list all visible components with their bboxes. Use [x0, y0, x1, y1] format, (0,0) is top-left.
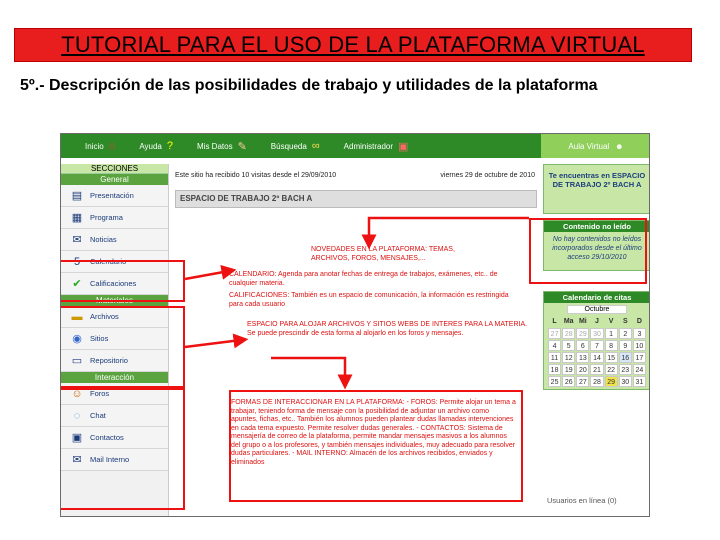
mail-icon: ✉	[72, 454, 82, 466]
calendar-icon: 5	[73, 255, 81, 268]
calendar-day[interactable]: 13	[576, 352, 589, 363]
sidebar-item-label: Sitios	[90, 334, 109, 343]
note-novedades: NOVEDADES EN LA PLATAFORMA: TEMAS, ARCHIVOS, FOROS, MENSAJES,...	[311, 246, 455, 262]
calendar-day[interactable]: 28	[562, 328, 575, 339]
calendar-day[interactable]: 22	[605, 364, 618, 375]
note-calificaciones: CALIFICACIONES: También es un espacio de comunicación, la información es restringida para cada usuario	[229, 292, 509, 308]
calendar-day[interactable]: 21	[590, 364, 603, 375]
calendar-day[interactable]: 18	[548, 364, 561, 375]
calendar-day[interactable]: 19	[562, 364, 575, 375]
calendar-day[interactable]: 15	[605, 352, 618, 363]
calendar-day[interactable]: 16	[619, 352, 632, 363]
arrow-interaccion	[271, 358, 345, 382]
visits-counter: Este sitio ha recibido 10 visitas desde el 29/09/2010	[175, 172, 337, 179]
calendar-day[interactable]: 5	[562, 340, 575, 351]
binoculars-icon: ∞	[311, 140, 320, 152]
current-date: viernes 29 de octubre de 2010	[440, 172, 535, 179]
group-icon: ☻	[615, 141, 624, 151]
calendar-day[interactable]: 23	[619, 364, 632, 375]
workspace-title: ESPACIO DE TRABAJO 2º BACH A	[175, 190, 537, 208]
calendar-day[interactable]: 2	[619, 328, 632, 339]
user-data-icon: ✎	[237, 140, 247, 153]
platform-screenshot	[60, 133, 650, 517]
weekday-label: S	[622, 318, 628, 325]
section-interaccion: Interacción	[61, 372, 168, 383]
calendar-day[interactable]: 30	[590, 328, 603, 339]
weekday-label: Ma	[563, 318, 574, 325]
globe-icon: ◉	[72, 333, 82, 345]
sidebar-item-label: Noticias	[90, 235, 117, 244]
arrow-novedades	[369, 218, 529, 242]
calendar-day[interactable]: 8	[605, 340, 618, 351]
sidebar-item-label: Calificaciones	[90, 279, 137, 288]
help-icon: ?	[166, 140, 174, 152]
weekday-label: J	[595, 318, 599, 325]
sidebar-header: SECCIONES	[61, 164, 168, 174]
sidebar-item-label: Foros	[90, 389, 110, 398]
calendar-day[interactable]: 27	[576, 376, 589, 387]
calendar-day[interactable]: 17	[633, 352, 646, 363]
unread-text: No hay contenidos no leídos incorporados desde el último acceso 29/10/2010	[544, 232, 650, 270]
calendar-day[interactable]: 27	[548, 328, 561, 339]
folder-icon: ▬	[71, 310, 83, 323]
calendar-day[interactable]: 24	[633, 364, 646, 375]
tutorial-title-bar	[14, 28, 692, 62]
nav-mis-datos-label: Mis Datos	[197, 141, 233, 151]
slide-subtitle: 5º.- Descripción de las posibilidades de trabajo y utilidades de la plataforma	[20, 77, 598, 94]
location-text: Te encuentras en ESPACIO DE TRABAJO 2º BACH A	[548, 171, 646, 189]
calendar-day[interactable]: 11	[548, 352, 561, 363]
calendar-day[interactable]: 6	[576, 340, 589, 351]
calendar-day[interactable]: 1	[605, 328, 618, 339]
calendar-day[interactable]: 31	[633, 376, 646, 387]
calendar-day[interactable]: 12	[562, 352, 575, 363]
nav-busqueda-label: Búsqueda	[270, 141, 307, 151]
note-calendario: CALENDARIO: Agenda para anotar fechas de entrega de trabajos, exámenes, etc.. de cualquier materia.	[229, 271, 498, 287]
presentation-icon: ▤	[71, 190, 83, 202]
sidebar-item-label: Mail Interno	[90, 455, 130, 464]
annotation-arrows	[61, 134, 650, 517]
unread-title: Contenido no leído	[544, 221, 650, 232]
calendar-day[interactable]: 14	[590, 352, 603, 363]
weekday-label: Mi	[578, 318, 587, 325]
calendar-day[interactable]: 3	[633, 328, 646, 339]
calendar-day[interactable]: 10	[633, 340, 646, 351]
calendar-day[interactable]: 28	[590, 376, 603, 387]
sidebar-item-label: Repositorio	[90, 356, 128, 365]
tutorial-title: TUTORIAL PARA EL USO DE LA PLATAFORMA VIRTUAL	[61, 32, 645, 57]
check-icon: ✔	[72, 278, 82, 290]
sidebar-item-label: Calendario	[90, 257, 127, 266]
chat-icon: ◌	[73, 409, 81, 422]
sidebar-item-label: Presentación	[90, 191, 134, 200]
calendar-day[interactable]: 7	[590, 340, 603, 351]
calendar-day[interactable]: 4	[548, 340, 561, 351]
calendar-day[interactable]: 29	[605, 376, 618, 387]
weekday-label: L	[552, 318, 557, 325]
arrow-calendario	[185, 271, 229, 279]
nav-ayuda-label: Ayuda	[139, 141, 162, 151]
sidebar-item-label: Archivos	[90, 312, 119, 321]
admin-icon: ▣	[398, 140, 409, 153]
sidebar-item-label: Chat	[90, 411, 106, 420]
aula-virtual-label: Aula Virtual	[568, 141, 610, 151]
arrow-materiales	[185, 340, 241, 347]
forum-icon: ☺	[71, 387, 83, 400]
calendar-day[interactable]: 30	[619, 376, 632, 387]
weekday-label: D	[636, 318, 642, 325]
news-icon: ✉	[72, 234, 82, 246]
section-general: General	[61, 174, 168, 185]
calendar-day[interactable]: 20	[576, 364, 589, 375]
section-materiales: Materiales	[61, 295, 168, 306]
sidebar-item-label: Contactos	[90, 433, 124, 442]
program-icon: ▦	[71, 212, 83, 224]
calendar-title: Calendario de citas	[544, 292, 650, 303]
note-archivos: ESPACIO PARA ALOJAR ARCHIVOS Y SITIOS WEBS DE INTERES PARA LA MATERIA. Se puede prescindir de esta forma al alojarlo en los foros y mensajes.	[247, 321, 528, 337]
online-users[interactable]: Usuarios en línea (0)	[547, 496, 617, 505]
weekday-label: V	[608, 318, 614, 325]
sidebar-item-label: Programa	[90, 213, 123, 222]
home-icon: ⌂	[108, 140, 116, 152]
calendar-day[interactable]: 26	[562, 376, 575, 387]
note-interaccion: FORMAS DE INTERACCIONAR EN LA PLATAFORMA: - FOROS: Permite alojar un tema a trabajar, teniendo forma de mensaje con la posibilidad de adjuntar un archivo como apuntes, fichas, etc.. También los alumnos pueden plantear dudas llamadas intervenciones en cada tema expuesto. Permite resolver dudas generales. - CONTACTOS: Sistema de mensajería de correo de la plataforma, permite mandar mensajes masivos a los alumnos del grupo o a los profesores, y también mensajes individuales, muy adecuado para resolver dudas particulares. - MAIL INTERNO: Almacén de los archivos recibidos, enviados y eliminados	[231, 399, 516, 466]
contacts-icon: ▣	[71, 432, 83, 444]
nav-administrador-label: Administrador	[343, 141, 394, 151]
calendar-day[interactable]: 29	[576, 328, 589, 339]
calendar-month: Octubre	[567, 305, 627, 314]
calendar-day[interactable]: 9	[619, 340, 632, 351]
calendar-day[interactable]: 25	[548, 376, 561, 387]
repository-icon: ▭	[71, 355, 83, 367]
nav-inicio-label: Inicio	[85, 141, 104, 151]
